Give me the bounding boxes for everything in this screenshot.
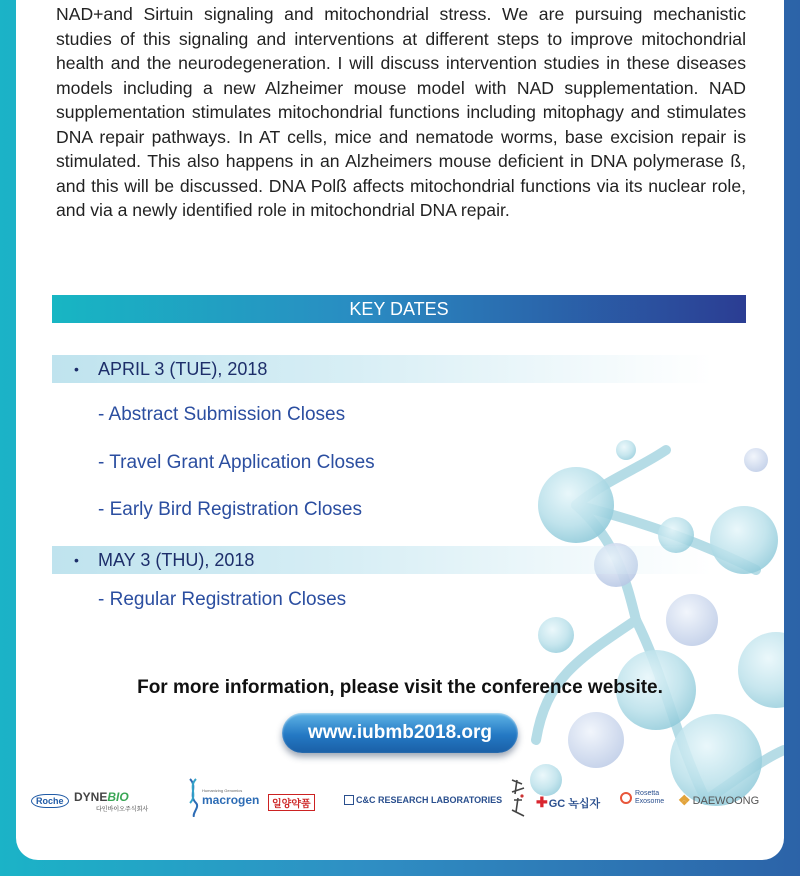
more-info-text: For more information, please visit the conference website. xyxy=(137,677,663,698)
cc-research-logo xyxy=(344,795,502,805)
roche-logo-text: Roche xyxy=(31,794,69,808)
rosetta-logo xyxy=(620,790,664,806)
bullet: • xyxy=(74,552,79,568)
cross-icon: ✚ xyxy=(536,794,548,810)
key-dates-header: KEY DATES xyxy=(52,295,746,323)
daewoong-logo xyxy=(678,792,759,809)
macrogen-tag: Humanizing Genomics xyxy=(202,787,243,793)
page-card xyxy=(16,0,784,860)
cc-research-name: C&C RESEARCH LABORATORIES xyxy=(356,795,503,805)
daewoong-name: DAEWOONG xyxy=(692,794,760,807)
deadline-item: - Abstract Submission Closes xyxy=(98,404,346,425)
deadline-item: - Early Bird Registration Closes xyxy=(98,499,362,520)
daewoong-emblem-icon: ❖ xyxy=(678,792,691,808)
deadline-item: - Regular Registration Closes xyxy=(98,589,347,610)
date-heading-april xyxy=(52,355,712,383)
dynebio-sub: 다인바이오주식회사 xyxy=(96,807,149,813)
website-button[interactable]: www.iubmb2018.org xyxy=(282,713,518,753)
gc-name: GC 녹십자 xyxy=(548,797,601,810)
dynebio-logo xyxy=(74,790,148,813)
abstract-text: NAD+and Sirtuin signaling and mitochondrial stress. We are pursuing mechanistic studies of this signaling and interventions at different steps to improve mitochondrial health and the neurodegeneration. I will discuss intervention studies in these diseases models including a new Alzheimer mouse model with NAD supplementation. NAD supplementation stimulates mitochondrial functions including mitophagy and stimulates DNA repair pathways. In AT cells, mice and nematode worms, base excision repair is stimulated. This also happens in an Alzheimers mouse deficient in DNA polymerase ß, and this will be discussed. DNA Polß affects mitochondrial functions via its nuclear role, and via a newly identified role in mitochondrial DNA repair. xyxy=(56,4,746,220)
gc-logo xyxy=(536,794,600,811)
macrogen-logo xyxy=(186,774,266,820)
deadline-item: - Travel Grant Application Closes xyxy=(98,452,375,473)
dna-helix-icon xyxy=(186,777,200,817)
ilyang-logo-text: 일양약품 xyxy=(268,794,315,811)
macrogen-name: macrogen xyxy=(202,792,260,807)
dynebio-main: DYNE xyxy=(74,790,108,804)
sponsor-logos xyxy=(16,786,784,832)
roche-logo xyxy=(31,794,69,808)
ilyang-logo xyxy=(268,794,315,811)
date-label: MAY 3 (THU), 2018 xyxy=(98,550,255,570)
rosetta-line1: Rosetta xyxy=(635,790,660,797)
rosetta-line2: Exosome xyxy=(635,798,665,805)
calligraphy-emblem xyxy=(508,776,528,818)
dynebio-suffix: BIO xyxy=(107,790,129,804)
date-label: APRIL 3 (TUE), 2018 xyxy=(98,359,268,379)
date-heading-may xyxy=(52,546,712,574)
bullet: • xyxy=(74,361,79,377)
rosetta-ring-icon xyxy=(620,792,632,804)
